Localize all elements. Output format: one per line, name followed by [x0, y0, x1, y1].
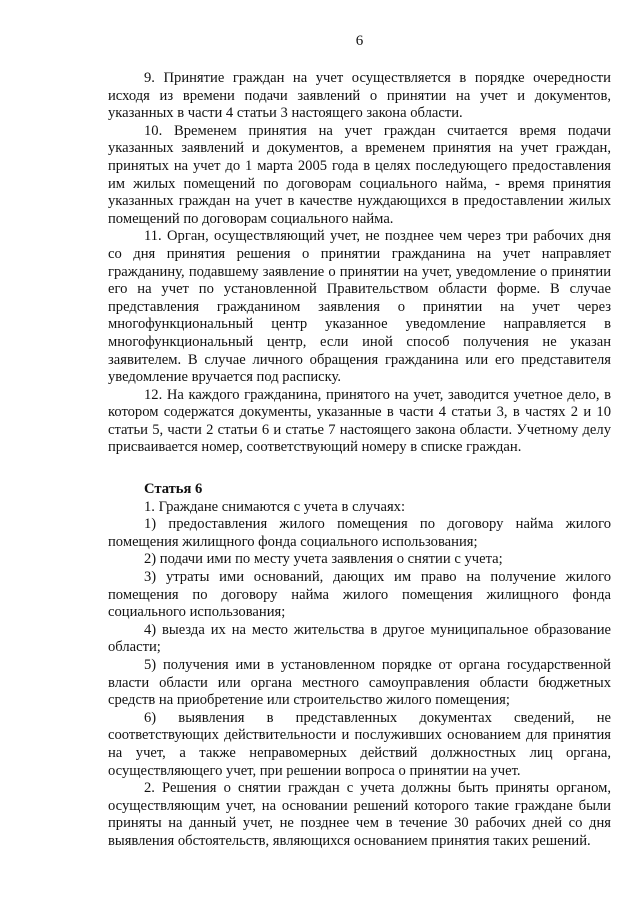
article-item-4: 4) выезда их на место жительства в другое муниципальное образование области; — [108, 621, 611, 656]
paragraph-10: 10. Временем принятия на учет граждан считается время подачи указанных заявлений и документов, а временем принятия на учет граждан, принятых на учет до 1 марта 2005 года в целях последующего предоставления им жилых помещений по договорам социального найма, - время принятия указанных граждан на учет в качестве нуждающихся в предоставлении жилых помещений по договорам социального найма. — [108, 122, 611, 227]
paragraph-11: 11. Орган, осуществляющий учет, не позднее чем через три рабочих дня со дня принятия решения о принятии гражданина на учет направляет гражданину, подавшему заявление о принятии на учет, уведомление о принятии его на учет по установленной Правительством области форме. В случае представления гражданином заявления о принятии на учет через многофункциональный центр указанное уведомление направляется в многофункциональный центр, если иной способ получения не указан заявителем. В случае личного обращения гражданина или его представителя уведомление вручается под расписку. — [108, 228, 611, 386]
paragraph-12: 12. На каждого гражданина, принятого на учет, заводится учетное дело, в котором содержатся документы, указанные в части 4 статьи 3, в частях 2 и 10 статьи 5, части 2 статьи 6 и статье 7 настоящего закона области. Учетному делу присваивается номер, соответствующий номеру в списке граждан. — [108, 386, 611, 456]
article-item-5: 5) получения ими в установленном порядке от органа государственной власти области или органа местного самоуправления области бюджетных средств на приобретение или строительство жилого помещения; — [108, 657, 611, 709]
article-title: Статья 6 — [144, 481, 203, 498]
article-paragraph-1: 1. Граждане снимаются с учета в случаях: — [144, 498, 406, 515]
article-item-3: 3) утраты ими оснований, дающих им право на получение жилого помещения по договору найма жилого помещения жилищного фонда социального использования; — [108, 569, 611, 621]
article-paragraph-2: 2. Решения о снятии граждан с учета должны быть приняты органом, осуществляющим учет, на основании решений которого такие граждане были приняты на данный учет, не позднее чем в течение 30 рабочих дней со дня выявления обстоятельств, являющихся основанием принятия таких решений. — [108, 780, 611, 849]
document-page — [108, 32, 611, 851]
article-item-2: 2) подачи ими по месту учета заявления о снятии с учета; — [144, 551, 503, 568]
paragraph-9: 9. Принятие граждан на учет осуществляется в порядке очередности исходя из времени подачи заявлений о принятии на учет и документов, указанных в части 4 статьи 3 настоящего закона области. — [108, 70, 611, 122]
article-item-6: 6) выявления в представленных документах сведений, не соответствующих действительности и послуживших основанием для принятия на учет, а также неправомерных действий должностных лиц органа, осуществляющего учет, при решении вопроса о принятии на учет. — [108, 709, 611, 779]
page-number: 6 — [355, 33, 364, 49]
article-item-1: 1) предоставления жилого помещения по договору найма жилого помещения жилищного фонда социального использования; — [108, 516, 611, 550]
